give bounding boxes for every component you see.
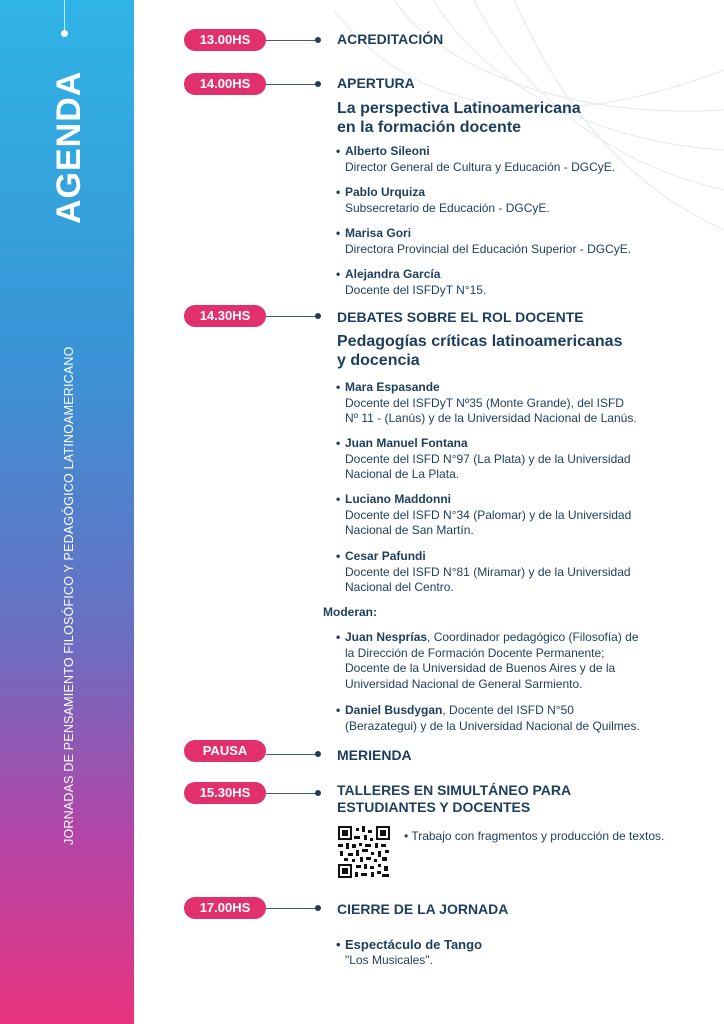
moderator-line: [345, 630, 639, 646]
connector-line: [266, 40, 318, 41]
bullet-dot: •: [336, 226, 341, 240]
heading-apertura: APERTURA: [337, 75, 415, 91]
event-subtitle: JORNADAS DE PENSAMIENTO FILOSÓFICO Y PEDAGÓGICO LATINOAMERICANO: [62, 346, 76, 845]
apertura-subtitle-line1: La perspectiva Latinoamericana: [337, 100, 581, 117]
speaker-item: [336, 380, 637, 427]
connector-line: [266, 754, 318, 755]
heading-cierre: CIERRE DE LA JORNADA: [337, 901, 509, 917]
moderator-desc: , Coordinador pedagógico (Filosofía) de: [427, 630, 639, 644]
connector-dot: [315, 37, 321, 43]
moderator-desc: Universidad Nacional de General Sarmiento.: [345, 676, 583, 691]
bullet-dot: •: [336, 267, 341, 281]
bullet-dot: •: [336, 436, 341, 450]
moderator-name: Juan Nesprías: [345, 630, 428, 644]
connector-dot: [315, 313, 321, 319]
bullet-dot: •: [336, 703, 341, 717]
speaker-desc: Docente del ISFD N°34 (Palomar) y de la Universidad: [345, 507, 632, 522]
speaker-name: Mara Espasande: [345, 380, 440, 394]
speaker-desc: Docente del ISFD N°97 (La Plata) y de la Universidad: [345, 451, 631, 466]
speaker-item: [336, 267, 486, 298]
heading-merienda: MERIENDA: [337, 747, 412, 763]
talleres-item-text: Trabajo con fragmentos y producción de textos.: [411, 829, 665, 843]
speaker-name: Luciano Maddonni: [345, 492, 451, 506]
speaker-desc: Docente del ISFDyT N°15.: [345, 282, 487, 297]
heading-acreditacion: ACREDITACIÓN: [337, 31, 444, 47]
moderator-desc: Docente de la Universidad de Buenos Aires y de la: [345, 661, 616, 675]
cierre-item: [336, 937, 482, 968]
bullet-dot: •: [336, 144, 341, 158]
time-pill-talleres: 15.30HS: [184, 782, 266, 804]
bullet-dot: •: [404, 829, 412, 843]
time-pill-acreditacion: 13.00HS: [184, 29, 266, 51]
speaker-item: [336, 185, 550, 216]
moderator-desc: la Dirección de Formación Docente Permanente;: [345, 645, 605, 660]
moderator-item: [336, 703, 640, 734]
talleres-item: [404, 829, 664, 843]
speaker-desc: Docente del ISFD N°81 (Miramar) y de la Universidad: [345, 564, 631, 579]
speaker-name: Alejandra García: [345, 267, 441, 281]
heading-talleres-line1: TALLERES EN SIMULTÁNEO PARA: [337, 782, 572, 798]
speaker-item: [336, 492, 631, 539]
connector-dot: [315, 790, 321, 796]
bullet-dot: •: [336, 185, 341, 199]
bullet-dot: •: [336, 492, 341, 506]
moderator-desc: , Docente del ISFD N°50: [442, 703, 574, 717]
sidebar-dot: [61, 30, 68, 37]
speaker-name: Juan Manuel Fontana: [345, 436, 468, 450]
bullet-dot: •: [336, 549, 341, 563]
time-pill-apertura: 14.00HS: [184, 73, 266, 95]
speaker-name: Pablo Urquiza: [345, 185, 426, 199]
heading-debates: DEBATES SOBRE EL ROL DOCENTE: [337, 309, 584, 325]
speaker-name: Alberto Sileoni: [345, 144, 430, 158]
sidebar: [0, 0, 134, 1024]
time-pill-cierre: 17.00HS: [184, 897, 266, 919]
connector-dot: [315, 81, 321, 87]
debates-subtitle-line2: y docencia: [337, 352, 420, 369]
moderators-label: Moderan:: [323, 605, 377, 619]
agenda-title: AGENDA: [50, 70, 88, 224]
moderator-desc: (Berazategui) y de la Universidad Nacional de Quilmes.: [345, 718, 640, 733]
speaker-desc: Nacional del Centro.: [345, 580, 454, 594]
time-pill-debates: 14.30HS: [184, 305, 266, 327]
time-pill-pausa: PAUSA: [184, 740, 266, 762]
speaker-item: [336, 549, 631, 596]
speaker-item: [336, 226, 631, 257]
speaker-desc: Docente del ISFDyT Nº35 (Monte Grande), del ISFD: [345, 395, 624, 410]
qr-code: [338, 826, 390, 878]
moderator-line: [345, 703, 640, 719]
speaker-desc: Nacional de La Plata.: [345, 467, 460, 481]
connector-line: [266, 793, 318, 794]
heading-talleres-line2: ESTUDIANTES Y DOCENTES: [337, 799, 531, 815]
speaker-item: [336, 436, 631, 483]
speaker-desc: Directora Provincial del Educación Superior - DGCyE.: [345, 241, 632, 256]
bullet-dot: •: [336, 380, 341, 394]
connector-line: [266, 316, 318, 317]
connector-line: [266, 84, 318, 85]
speaker-item: [336, 144, 615, 175]
debates-subtitle-line1: Pedagogías críticas latinoamericanas: [337, 333, 623, 350]
cierre-item-name: Espectáculo de Tango: [345, 937, 483, 952]
speaker-name: Marisa Gori: [345, 226, 412, 240]
cierre-item-desc: "Los Musicales".: [345, 952, 433, 967]
speaker-desc: Nacional de San Martín.: [345, 523, 474, 537]
bullet-dot: •: [336, 937, 341, 952]
connector-line: [266, 908, 318, 909]
sidebar-line: [64, 0, 65, 30]
apertura-subtitle-line2: en la formación docente: [337, 119, 522, 136]
connector-dot: [315, 751, 321, 757]
speaker-name: Cesar Pafundi: [345, 549, 426, 563]
moderator-name: Daniel Busdygan: [345, 703, 443, 717]
connector-dot: [315, 905, 321, 911]
speaker-desc: Subsecretario de Educación - DGCyE.: [345, 200, 550, 215]
speaker-desc: Director General de Cultura y Educación - DGCyE.: [345, 159, 616, 174]
bullet-dot: •: [336, 630, 341, 644]
speaker-desc: Nº 11 - (Lanús) y de la Universidad Nacional de Lanús.: [345, 411, 637, 425]
moderator-item: [336, 630, 639, 692]
